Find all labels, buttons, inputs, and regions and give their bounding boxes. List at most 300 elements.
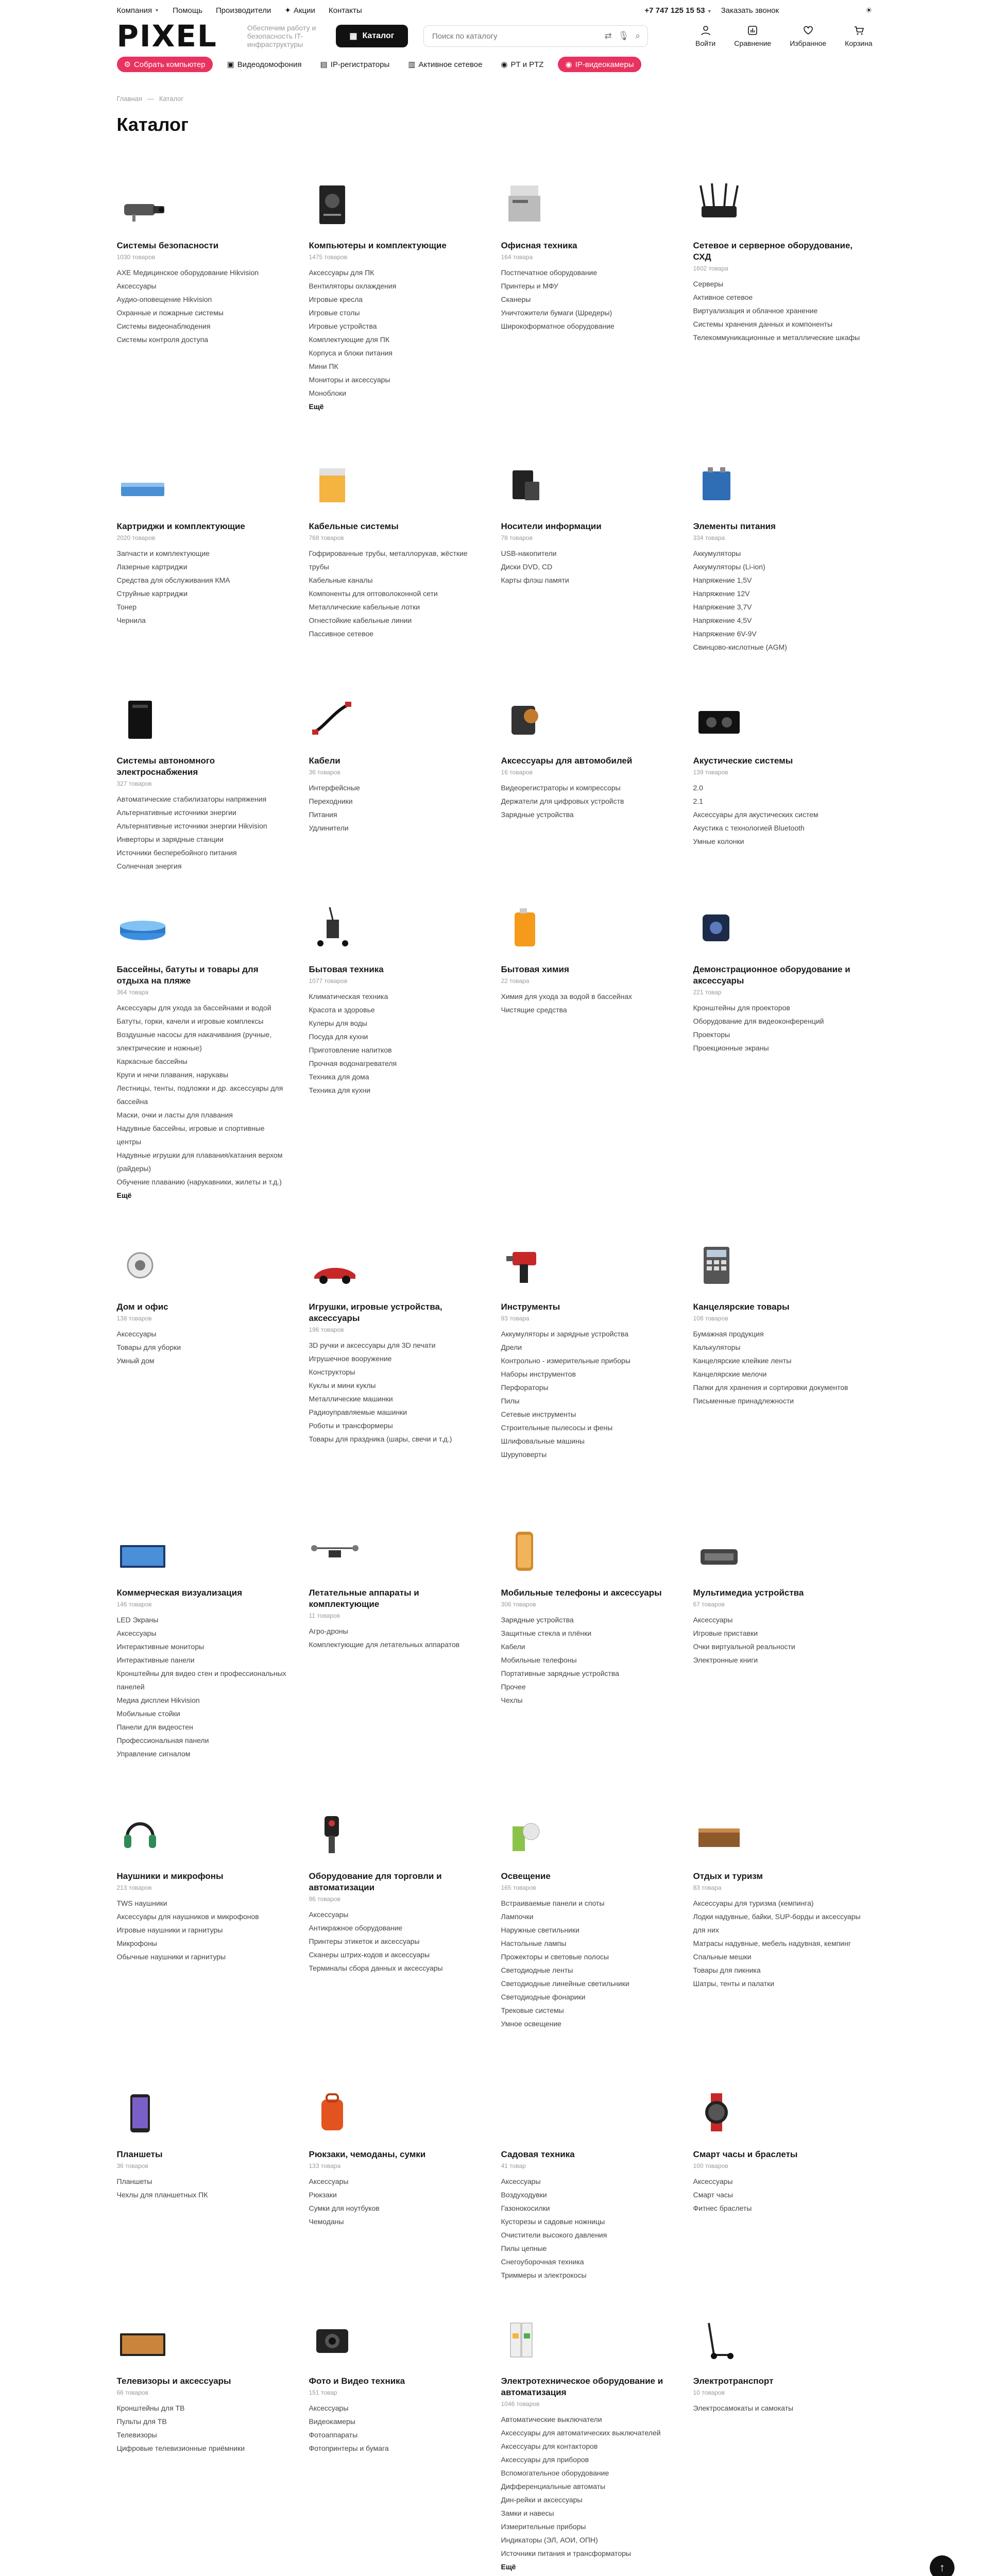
subcategory-link[interactable]: Трековые системы [501, 2006, 564, 2014]
subcategory-link[interactable]: Антикражное оборудование [309, 1924, 403, 1932]
category-title[interactable]: Офисная техника [501, 241, 577, 250]
subcategory-link[interactable]: Видеорегистраторы и компрессоры [501, 784, 621, 792]
subcategory-link[interactable]: Держатели для цифровых устройств [501, 797, 624, 805]
category-title[interactable]: Системы автономного электроснабжения [116, 756, 215, 777]
category-title[interactable]: Демонстрационное оборудование и аксессуары [693, 964, 850, 986]
category-title[interactable]: Канцелярские товары [693, 1302, 790, 1312]
category-image[interactable] [501, 175, 558, 227]
subcategory-link[interactable]: Средства для обслуживания КМА [116, 576, 230, 584]
subcategory-link[interactable]: Аксессуары для туризма (кемпинга) [693, 1899, 814, 1907]
category-image[interactable] [117, 2311, 174, 2362]
chip-ptz[interactable]: ◉ PT и PTZ [501, 60, 544, 69]
subcategory-link[interactable]: Пульты для ТВ [116, 2417, 167, 2426]
subcategory-link[interactable]: Комплектующие для летательных аппаратов [309, 1640, 460, 1649]
subcategory-link[interactable]: Альтернативные источники энергии Hikvision [116, 822, 267, 830]
subcategory-link[interactable]: Наборы инструментов [501, 1370, 576, 1378]
subcategory-link[interactable]: Аксессуары [116, 1330, 157, 1338]
search-icon[interactable]: ⌕ [635, 31, 640, 41]
subcategory-link[interactable]: Инверторы и зарядные станции [116, 835, 224, 843]
subcategory-link[interactable]: Техника для кухни [309, 1086, 371, 1094]
subcategory-link[interactable]: Прожекторы и световые полосы [501, 1953, 609, 1961]
subcategory-link[interactable]: Интерактивные панели [116, 1656, 195, 1664]
subcategory-link[interactable]: Охранные и пожарные системы [116, 309, 224, 317]
subcategory-link[interactable]: Планшеты [116, 2177, 152, 2185]
subcategory-link[interactable]: Аккумуляторы (Li-ion) [693, 563, 765, 571]
category-title[interactable]: Картриджи и комплектующие [116, 521, 245, 531]
subcategory-link[interactable]: Товары для уборки [116, 1343, 181, 1351]
subcategory-link[interactable]: Пилы [501, 1397, 520, 1405]
subcategory-link[interactable]: Дифференциальные автоматы [501, 2482, 606, 2490]
subcategory-link[interactable]: Пилы цепные [501, 2244, 547, 2252]
category-image[interactable] [693, 1806, 750, 1857]
subcategory-link[interactable]: Карты флэш памяти [501, 576, 569, 584]
subcategory-link[interactable]: Управление сигналом [116, 1750, 191, 1758]
category-image[interactable] [693, 690, 750, 742]
category-image[interactable] [501, 1236, 558, 1288]
subcategory-link[interactable]: Строительные пылесосы и фены [501, 1423, 613, 1432]
subcategory-link[interactable]: Рюкзаки [309, 2191, 337, 2199]
category-title[interactable]: Освещение [501, 1871, 551, 1881]
subcategory-link[interactable]: Радиоуправляемые машинки [309, 1408, 407, 1416]
subcategory-link[interactable]: Аксессуары для приборов [501, 2455, 589, 2464]
subcategory-link[interactable]: Калькуляторы [693, 1343, 741, 1351]
subcategory-link[interactable]: Постпечатное оборудование [501, 268, 598, 277]
subcategory-link[interactable]: Струйные картриджи [116, 589, 188, 598]
subcategory-link[interactable]: Сумки для ноутбуков [309, 2204, 380, 2212]
chip-build-pc[interactable]: ⚙ Собрать компьютер [117, 57, 213, 72]
subcategory-link[interactable]: LED Экраны [116, 1616, 159, 1624]
logo[interactable]: PIXEL [116, 19, 217, 54]
subcategory-link[interactable]: Кабели [501, 1642, 525, 1651]
category-image[interactable] [309, 1806, 366, 1857]
subcategory-link[interactable]: Мобильные телефоны [501, 1656, 577, 1664]
subcategory-link[interactable]: Техника для дома [309, 1073, 369, 1081]
subcategory-link[interactable]: Оборудование для видеоконференций [693, 1017, 824, 1025]
subcategory-link[interactable]: Зарядные устройства [501, 1616, 574, 1624]
filter-icon[interactable]: ⇄ [604, 31, 612, 41]
subcategory-link[interactable]: Светодиодные фонарики [501, 1993, 586, 2001]
category-image[interactable] [117, 1522, 174, 1574]
subcategory-link[interactable]: Аксессуары [693, 1616, 733, 1624]
category-image[interactable] [501, 899, 558, 951]
subcategory-link[interactable]: Химия для ухода за водой в бассейнах [501, 992, 633, 1001]
subcategory-link[interactable]: Маски, очки и ласты для плавания [116, 1111, 233, 1119]
category-image[interactable] [309, 1236, 366, 1288]
category-title[interactable]: Дом и офис [116, 1302, 168, 1312]
callback-link[interactable]: Заказать звонок [721, 6, 779, 15]
category-image[interactable] [117, 1236, 174, 1288]
category-title[interactable]: Компьютеры и комплектующие [309, 241, 447, 250]
subcategory-link[interactable]: Умный дом [116, 1357, 155, 1365]
top-link-company[interactable]: Компания ▼ [116, 6, 160, 15]
subcategory-link[interactable]: Прочее [501, 1683, 526, 1691]
subcategory-link[interactable]: USB-накопители [501, 549, 557, 557]
category-title[interactable]: Рюкзаки, чемоданы, сумки [309, 2149, 426, 2159]
subcategory-link[interactable]: TWS наушники [116, 1899, 167, 1907]
subcategory-link[interactable]: Роботы и трансформеры [309, 1421, 393, 1430]
show-more-link[interactable]: Ещё [116, 1191, 132, 1199]
category-image[interactable] [309, 690, 366, 742]
subcategory-link[interactable]: Диски DVD, CD [501, 563, 553, 571]
top-link-contacts[interactable]: Контакты [328, 6, 362, 15]
subcategory-link[interactable]: Смарт часы [693, 2191, 733, 2199]
subcategory-link[interactable]: Компоненты для оптоволоконной сети [309, 589, 438, 598]
subcategory-link[interactable]: 2.0 [693, 784, 703, 792]
category-image[interactable] [693, 2084, 750, 2136]
subcategory-link[interactable]: Аксессуары [501, 2177, 541, 2185]
subcategory-link[interactable]: 3D ручки и аксессуары для 3D печати [309, 1341, 436, 1349]
subcategory-link[interactable]: Телевизоры [116, 2431, 157, 2439]
category-title[interactable]: Сетевое и серверное оборудование, СХД [693, 241, 853, 262]
theme-toggle-icon[interactable]: ☀ [865, 6, 873, 15]
subcategory-link[interactable]: Приготовление напитков [309, 1046, 392, 1054]
category-title[interactable]: Элементы питания [693, 521, 776, 531]
subcategory-link[interactable]: Аксессуары для наушников и микрофонов [116, 1912, 259, 1921]
microphone-icon[interactable]: 🎙 [618, 31, 629, 41]
subcategory-link[interactable]: Видеокамеры [309, 2417, 355, 2426]
login-button[interactable]: Войти [695, 25, 715, 47]
subcategory-link[interactable]: Аксессуары для ухода за бассейнами и водой [116, 1004, 271, 1012]
subcategory-link[interactable]: Бумажная продукция [693, 1330, 764, 1338]
subcategory-link[interactable]: Аксессуары для автоматических выключателей [501, 2429, 661, 2437]
subcategory-link[interactable]: Сканеры [501, 295, 531, 303]
subcategory-link[interactable]: Портативные зарядные устройства [501, 1669, 619, 1677]
category-image[interactable] [117, 2084, 174, 2136]
subcategory-link[interactable]: Напряжение 1,5V [693, 576, 752, 584]
category-image[interactable] [693, 175, 750, 227]
subcategory-link[interactable]: Красота и здоровье [309, 1006, 375, 1014]
subcategory-link[interactable]: Моноблоки [309, 389, 347, 397]
top-link-manufacturers[interactable]: Производители [216, 6, 271, 15]
category-image[interactable] [501, 1806, 558, 1857]
subcategory-link[interactable]: Уничтожители бумаги (Шредеры) [501, 309, 612, 317]
category-image[interactable] [309, 175, 366, 227]
category-title[interactable]: Летательные аппараты и комплектующие [309, 1588, 419, 1609]
scroll-top-button[interactable] [930, 2555, 954, 2576]
subcategory-link[interactable]: Автоматические стабилизаторы напряжения [116, 795, 267, 803]
show-more-link[interactable]: Ещё [501, 2563, 516, 2571]
subcategory-link[interactable]: Шатры, тенты и палатки [693, 1979, 775, 1988]
subcategory-link[interactable]: Светодиодные линейные светильники [501, 1979, 629, 1988]
subcategory-link[interactable]: Аксессуары для ПК [309, 268, 374, 277]
category-title[interactable]: Игрушки, игровые устройства, аксессуары [309, 1302, 442, 1323]
subcategory-link[interactable]: Шуруповерты [501, 1450, 547, 1459]
subcategory-link[interactable]: Аксессуары [309, 1910, 349, 1919]
category-image[interactable] [117, 175, 174, 227]
subcategory-link[interactable]: Гофрированные трубы, металлорукав, жёсткие трубы [309, 549, 468, 571]
subcategory-link[interactable]: Лестницы, тенты, подложки и др. аксессуары для бассейна [116, 1084, 283, 1106]
category-title[interactable]: Бытовая техника [309, 964, 384, 974]
category-image[interactable] [501, 2311, 558, 2362]
subcategory-link[interactable]: Агро-дроны [309, 1627, 348, 1635]
favorites-button[interactable]: Избранное [790, 25, 826, 47]
subcategory-link[interactable]: Товары для пикника [693, 1966, 761, 1974]
subcategory-link[interactable]: Обучение плаванию (нарукавники, жилеты и т.д.) [116, 1178, 282, 1186]
subcategory-link[interactable]: Дин-рейки и аксессуары [501, 2496, 583, 2504]
subcategory-link[interactable]: Аксессуары [116, 282, 157, 290]
subcategory-link[interactable]: Кулеры для воды [309, 1019, 367, 1027]
category-image[interactable] [309, 2311, 366, 2362]
subcategory-link[interactable]: Напряжение 4,5V [693, 616, 752, 624]
subcategory-link[interactable]: Защитные стекла и плёнки [501, 1629, 592, 1637]
subcategory-link[interactable]: Очки виртуальной реальности [693, 1642, 795, 1651]
subcategory-link[interactable]: Кронштейны для видео стен и профессиональных панелей [116, 1669, 286, 1691]
subcategory-link[interactable]: Сетевые инструменты [501, 1410, 576, 1418]
subcategory-link[interactable]: Питания [309, 810, 337, 819]
category-image[interactable] [309, 899, 366, 951]
subcategory-link[interactable]: Аксессуары для акустических систем [693, 810, 819, 819]
category-image[interactable] [693, 1522, 750, 1574]
subcategory-link[interactable]: Микрофоны [116, 1939, 157, 1947]
category-title[interactable]: Электротранспорт [693, 2376, 774, 2386]
subcategory-link[interactable]: Напряжение 3,7V [693, 603, 752, 611]
subcategory-link[interactable]: Шлифовальные машины [501, 1437, 585, 1445]
subcategory-link[interactable]: Кронштейны для проекторов [693, 1004, 790, 1012]
subcategory-link[interactable]: Игровые наушники и гарнитуры [116, 1926, 223, 1934]
category-title[interactable]: Инструменты [501, 1302, 560, 1312]
subcategory-link[interactable]: AXE Медицинское оборудование Hikvision [116, 268, 259, 277]
subcategory-link[interactable]: Конструкторы [309, 1368, 355, 1376]
subcategory-link[interactable]: Письменные принадлежности [693, 1397, 794, 1405]
category-image[interactable] [117, 899, 174, 951]
category-title[interactable]: Бассейны, батуты и товары для отдыха на пляже [116, 964, 259, 986]
subcategory-link[interactable]: Электронные книги [693, 1656, 758, 1664]
subcategory-link[interactable]: Кабельные каналы [309, 576, 373, 584]
subcategory-link[interactable]: Фотоаппараты [309, 2431, 358, 2439]
subcategory-link[interactable]: Канцелярские мелочи [693, 1370, 767, 1378]
subcategory-link[interactable]: Системы контроля доступа [116, 335, 209, 344]
subcategory-link[interactable]: Чехлы [501, 1696, 523, 1704]
subcategory-link[interactable]: Источники бесперебойного питания [116, 849, 237, 857]
subcategory-link[interactable]: Наружные светильники [501, 1926, 579, 1934]
subcategory-link[interactable]: Папки для хранения и сортировки документов [693, 1383, 848, 1392]
subcategory-link[interactable]: Аудио-оповещение Hikvision [116, 295, 212, 303]
subcategory-link[interactable]: Чистящие средства [501, 1006, 567, 1014]
subcategory-link[interactable]: Активное сетевое [693, 293, 753, 301]
subcategory-link[interactable]: Интерактивные мониторы [116, 1642, 204, 1651]
subcategory-link[interactable]: Каркасные бассейны [116, 1057, 187, 1065]
top-phone[interactable]: +7 747 125 15 53 ▼ [644, 6, 712, 15]
subcategory-link[interactable]: Товары для праздника (шары, свечи и т.д.) [309, 1435, 452, 1443]
subcategory-link[interactable]: Матрасы надувные, мебель надувная, кемпинг [693, 1939, 851, 1947]
subcategory-link[interactable]: Электросамокаты и самокаты [693, 2404, 794, 2412]
subcategory-link[interactable]: Переходники [309, 797, 353, 805]
category-image[interactable] [693, 2311, 750, 2362]
subcategory-link[interactable]: Пассивное сетевое [309, 630, 374, 638]
subcategory-link[interactable]: Тонер [116, 603, 137, 611]
subcategory-link[interactable]: Батуты, горки, качели и игровые комплексы [116, 1017, 264, 1025]
category-image[interactable] [117, 690, 174, 742]
subcategory-link[interactable]: Терминалы сбора данных и аксессуары [309, 1964, 443, 1972]
subcategory-link[interactable]: Игровые кресла [309, 295, 363, 303]
subcategory-link[interactable]: Телекоммуникационные и металлические шкафы [693, 333, 860, 342]
subcategory-link[interactable]: Альтернативные источники энергии [116, 808, 236, 817]
subcategory-link[interactable]: Воздушные насосы для накачивания (ручные, электрические и ножные) [116, 1030, 272, 1052]
subcategory-link[interactable]: Аккумуляторы [693, 549, 741, 557]
subcategory-link[interactable]: Сканеры штрих-кодов и аксессуары [309, 1951, 430, 1959]
subcategory-link[interactable]: Принтеры этикеток и аксессуары [309, 1937, 420, 1945]
top-link-help[interactable]: Помощь [173, 6, 203, 15]
subcategory-link[interactable]: Настольные лампы [501, 1939, 567, 1947]
category-title[interactable]: Кабельные системы [309, 521, 399, 531]
show-more-link[interactable]: Ещё [309, 402, 324, 411]
category-title[interactable]: Отдых и туризм [693, 1871, 763, 1881]
subcategory-link[interactable]: Свинцово-кислотные (AGM) [693, 643, 787, 651]
compare-button[interactable]: Сравнение [734, 25, 771, 47]
subcategory-link[interactable]: Посуда для кухни [309, 1032, 368, 1041]
subcategory-link[interactable]: Широкоформатное оборудование [501, 322, 615, 330]
subcategory-link[interactable]: Аксессуары [309, 2177, 349, 2185]
subcategory-link[interactable]: Лампочки [501, 1912, 534, 1921]
subcategory-link[interactable]: Аксессуары [116, 1629, 157, 1637]
subcategory-link[interactable]: Вентиляторы охлаждения [309, 282, 397, 290]
category-title[interactable]: Смарт часы и браслеты [693, 2149, 798, 2159]
subcategory-link[interactable]: Панели для видеостен [116, 1723, 193, 1731]
subcategory-link[interactable]: Чернила [116, 616, 146, 624]
subcategory-link[interactable]: Виртуализация и облачное хранение [693, 307, 818, 315]
subcategory-link[interactable]: Серверы [693, 280, 724, 288]
subcategory-link[interactable]: Комплектующие для ПК [309, 335, 389, 344]
chip-ip-recorders[interactable]: ▤ IP-регистраторы [320, 60, 390, 69]
category-image[interactable] [501, 456, 558, 507]
subcategory-link[interactable]: Аккумуляторы и зарядные устройства [501, 1330, 628, 1338]
category-title[interactable]: Электротехническое оборудование и автоматизация [501, 2376, 663, 2397]
search-input[interactable] [431, 31, 599, 41]
subcategory-link[interactable]: Игровые устройства [309, 322, 377, 330]
subcategory-link[interactable]: Профессиональная панели [116, 1736, 209, 1744]
subcategory-link[interactable]: Интерфейсные [309, 784, 360, 792]
subcategory-link[interactable]: Встраиваемые панели и споты [501, 1899, 605, 1907]
category-image[interactable] [309, 456, 366, 507]
subcategory-link[interactable]: Мониторы и аксессуары [309, 376, 390, 384]
category-title[interactable]: Оборудование для торговли и автоматизации [309, 1871, 442, 1892]
subcategory-link[interactable]: Фотопринтеры и бумага [309, 2444, 389, 2452]
subcategory-link[interactable]: Спальные мешки [693, 1953, 752, 1961]
subcategory-link[interactable]: Источники питания и трансформаторы [501, 2549, 631, 2557]
category-title[interactable]: Бытовая химия [501, 964, 569, 974]
category-title[interactable]: Планшеты [116, 2149, 163, 2159]
subcategory-link[interactable]: Мини ПК [309, 362, 338, 370]
category-title[interactable]: Фото и Видео техника [309, 2376, 405, 2386]
category-image[interactable] [117, 456, 174, 507]
category-image[interactable] [693, 1236, 750, 1288]
subcategory-link[interactable]: Очистители высокого давления [501, 2231, 607, 2239]
subcategory-link[interactable]: Аксессуары [309, 2404, 349, 2412]
subcategory-link[interactable]: Снегоуборочная техника [501, 2258, 584, 2266]
subcategory-link[interactable]: Солнечная энергия [116, 862, 182, 870]
chip-active-net[interactable]: ▥ Активное сетевое [408, 60, 483, 69]
subcategory-link[interactable]: Канцелярские клейкие ленты [693, 1357, 792, 1365]
subcategory-link[interactable]: Цифровые телевизионные приёмники [116, 2444, 245, 2452]
subcategory-link[interactable]: Обычные наушники и гарнитуры [116, 1953, 226, 1961]
category-title[interactable]: Носители информации [501, 521, 602, 531]
subcategory-link[interactable]: Климатическая техника [309, 992, 388, 1001]
category-image[interactable] [501, 690, 558, 742]
category-title[interactable]: Коммерческая визуализация [116, 1588, 243, 1598]
subcategory-link[interactable]: Дрели [501, 1343, 522, 1351]
subcategory-link[interactable]: Проекторы [693, 1030, 730, 1039]
subcategory-link[interactable]: Игровые столы [309, 309, 360, 317]
subcategory-link[interactable]: Куклы и мини куклы [309, 1381, 376, 1389]
category-image[interactable] [309, 1522, 366, 1574]
subcategory-link[interactable]: Акустика с технологией Bluetooth [693, 824, 805, 832]
subcategory-link[interactable]: Мобильные стойки [116, 1709, 180, 1718]
subcategory-link[interactable]: Автоматические выключатели [501, 2415, 602, 2424]
subcategory-link[interactable]: 2.1 [693, 797, 703, 805]
subcategory-link[interactable]: Игровые приставки [693, 1629, 758, 1637]
category-image[interactable] [501, 1522, 558, 1574]
subcategory-link[interactable]: Принтеры и МФУ [501, 282, 558, 290]
category-image[interactable] [117, 1806, 174, 1857]
subcategory-link[interactable]: Чемоданы [309, 2217, 344, 2226]
subcategory-link[interactable]: Проекционные экраны [693, 1044, 769, 1052]
chip-video[interactable]: ▣ Видеодомофония [227, 60, 302, 69]
subcategory-link[interactable]: Круги и нечи плавания, нарукавы [116, 1071, 229, 1079]
subcategory-link[interactable]: Системы видеонаблюдения [116, 322, 211, 330]
subcategory-link[interactable]: Чехлы для планшетных ПК [116, 2191, 208, 2199]
subcategory-link[interactable]: Кронштейны для ТВ [116, 2404, 185, 2412]
category-title[interactable]: Мобильные телефоны и аксессуары [501, 1588, 662, 1598]
subcategory-link[interactable]: Системы хранения данных и компоненты [693, 320, 833, 328]
breadcrumb-home[interactable]: Главная [116, 95, 142, 103]
subcategory-link[interactable]: Аксессуары для контакторов [501, 2442, 598, 2450]
subcategory-link[interactable]: Надувные игрушки для плавания/катания верхом (райдеры) [116, 1151, 283, 1173]
category-title[interactable]: Садовая техника [501, 2149, 575, 2159]
category-title[interactable]: Телевизоры и аксессуары [116, 2376, 231, 2386]
category-title[interactable]: Кабели [309, 756, 340, 766]
subcategory-link[interactable]: Измерительные приборы [501, 2522, 586, 2531]
subcategory-link[interactable]: Металлические машинки [309, 1395, 393, 1403]
catalog-button[interactable]: ▦ Каталог [336, 25, 408, 47]
subcategory-link[interactable]: Огнестойкие кабельные линии [309, 616, 412, 624]
category-image[interactable] [501, 2084, 558, 2136]
subcategory-link[interactable]: Умные колонки [693, 837, 744, 845]
subcategory-link[interactable]: Воздуходувки [501, 2191, 547, 2199]
subcategory-link[interactable]: Запчасти и комплектующие [116, 549, 210, 557]
subcategory-link[interactable]: Умное освещение [501, 2020, 561, 2028]
subcategory-link[interactable]: Игрушечное вооружение [309, 1354, 392, 1363]
subcategory-link[interactable]: Напряжение 12V [693, 589, 750, 598]
top-link-promos[interactable]: ✦ Акции [284, 6, 315, 15]
subcategory-link[interactable]: Удлинители [309, 824, 349, 832]
subcategory-link[interactable]: Контрольно - измерительные приборы [501, 1357, 630, 1365]
chip-ip-cameras[interactable]: ◉ IP-видеокамеры [558, 57, 641, 72]
subcategory-link[interactable]: Светодиодные ленты [501, 1966, 573, 1974]
cart-button[interactable]: Корзина [845, 25, 872, 47]
subcategory-link[interactable]: Кусторезы и садовые ножницы [501, 2217, 605, 2226]
category-title[interactable]: Наушники и микрофоны [116, 1871, 224, 1881]
category-title[interactable]: Мультимедиа устройства [693, 1588, 804, 1598]
subcategory-link[interactable]: Напряжение 6V-9V [693, 630, 757, 638]
subcategory-link[interactable]: Лазерные картриджи [116, 563, 187, 571]
subcategory-link[interactable]: Прочная водонагревателя [309, 1059, 397, 1067]
subcategory-link[interactable]: Индикаторы (ЭЛ, АОИ, ОПН) [501, 2536, 598, 2544]
subcategory-link[interactable]: Корпуса и блоки питания [309, 349, 393, 357]
category-title[interactable]: Аксессуары для автомобилей [501, 756, 633, 766]
subcategory-link[interactable]: Перфораторы [501, 1383, 549, 1392]
subcategory-link[interactable]: Замки и навесы [501, 2509, 554, 2517]
subcategory-link[interactable]: Лодки надувные, байки, SUP-борды и аксессуары для них [693, 1912, 861, 1934]
subcategory-link[interactable]: Вспомогательное оборудование [501, 2469, 609, 2477]
subcategory-link[interactable]: Медиа дисплеи Hikvision [116, 1696, 200, 1704]
category-title[interactable]: Системы безопасности [116, 241, 219, 250]
subcategory-link[interactable]: Зарядные устройства [501, 810, 574, 819]
category-title[interactable]: Акустические системы [693, 756, 793, 766]
category-image[interactable] [309, 2084, 366, 2136]
category-image[interactable] [693, 456, 750, 507]
subcategory-link[interactable]: Металлические кабельные лотки [309, 603, 420, 611]
subcategory-link[interactable]: Фитнес браслеты [693, 2204, 752, 2212]
